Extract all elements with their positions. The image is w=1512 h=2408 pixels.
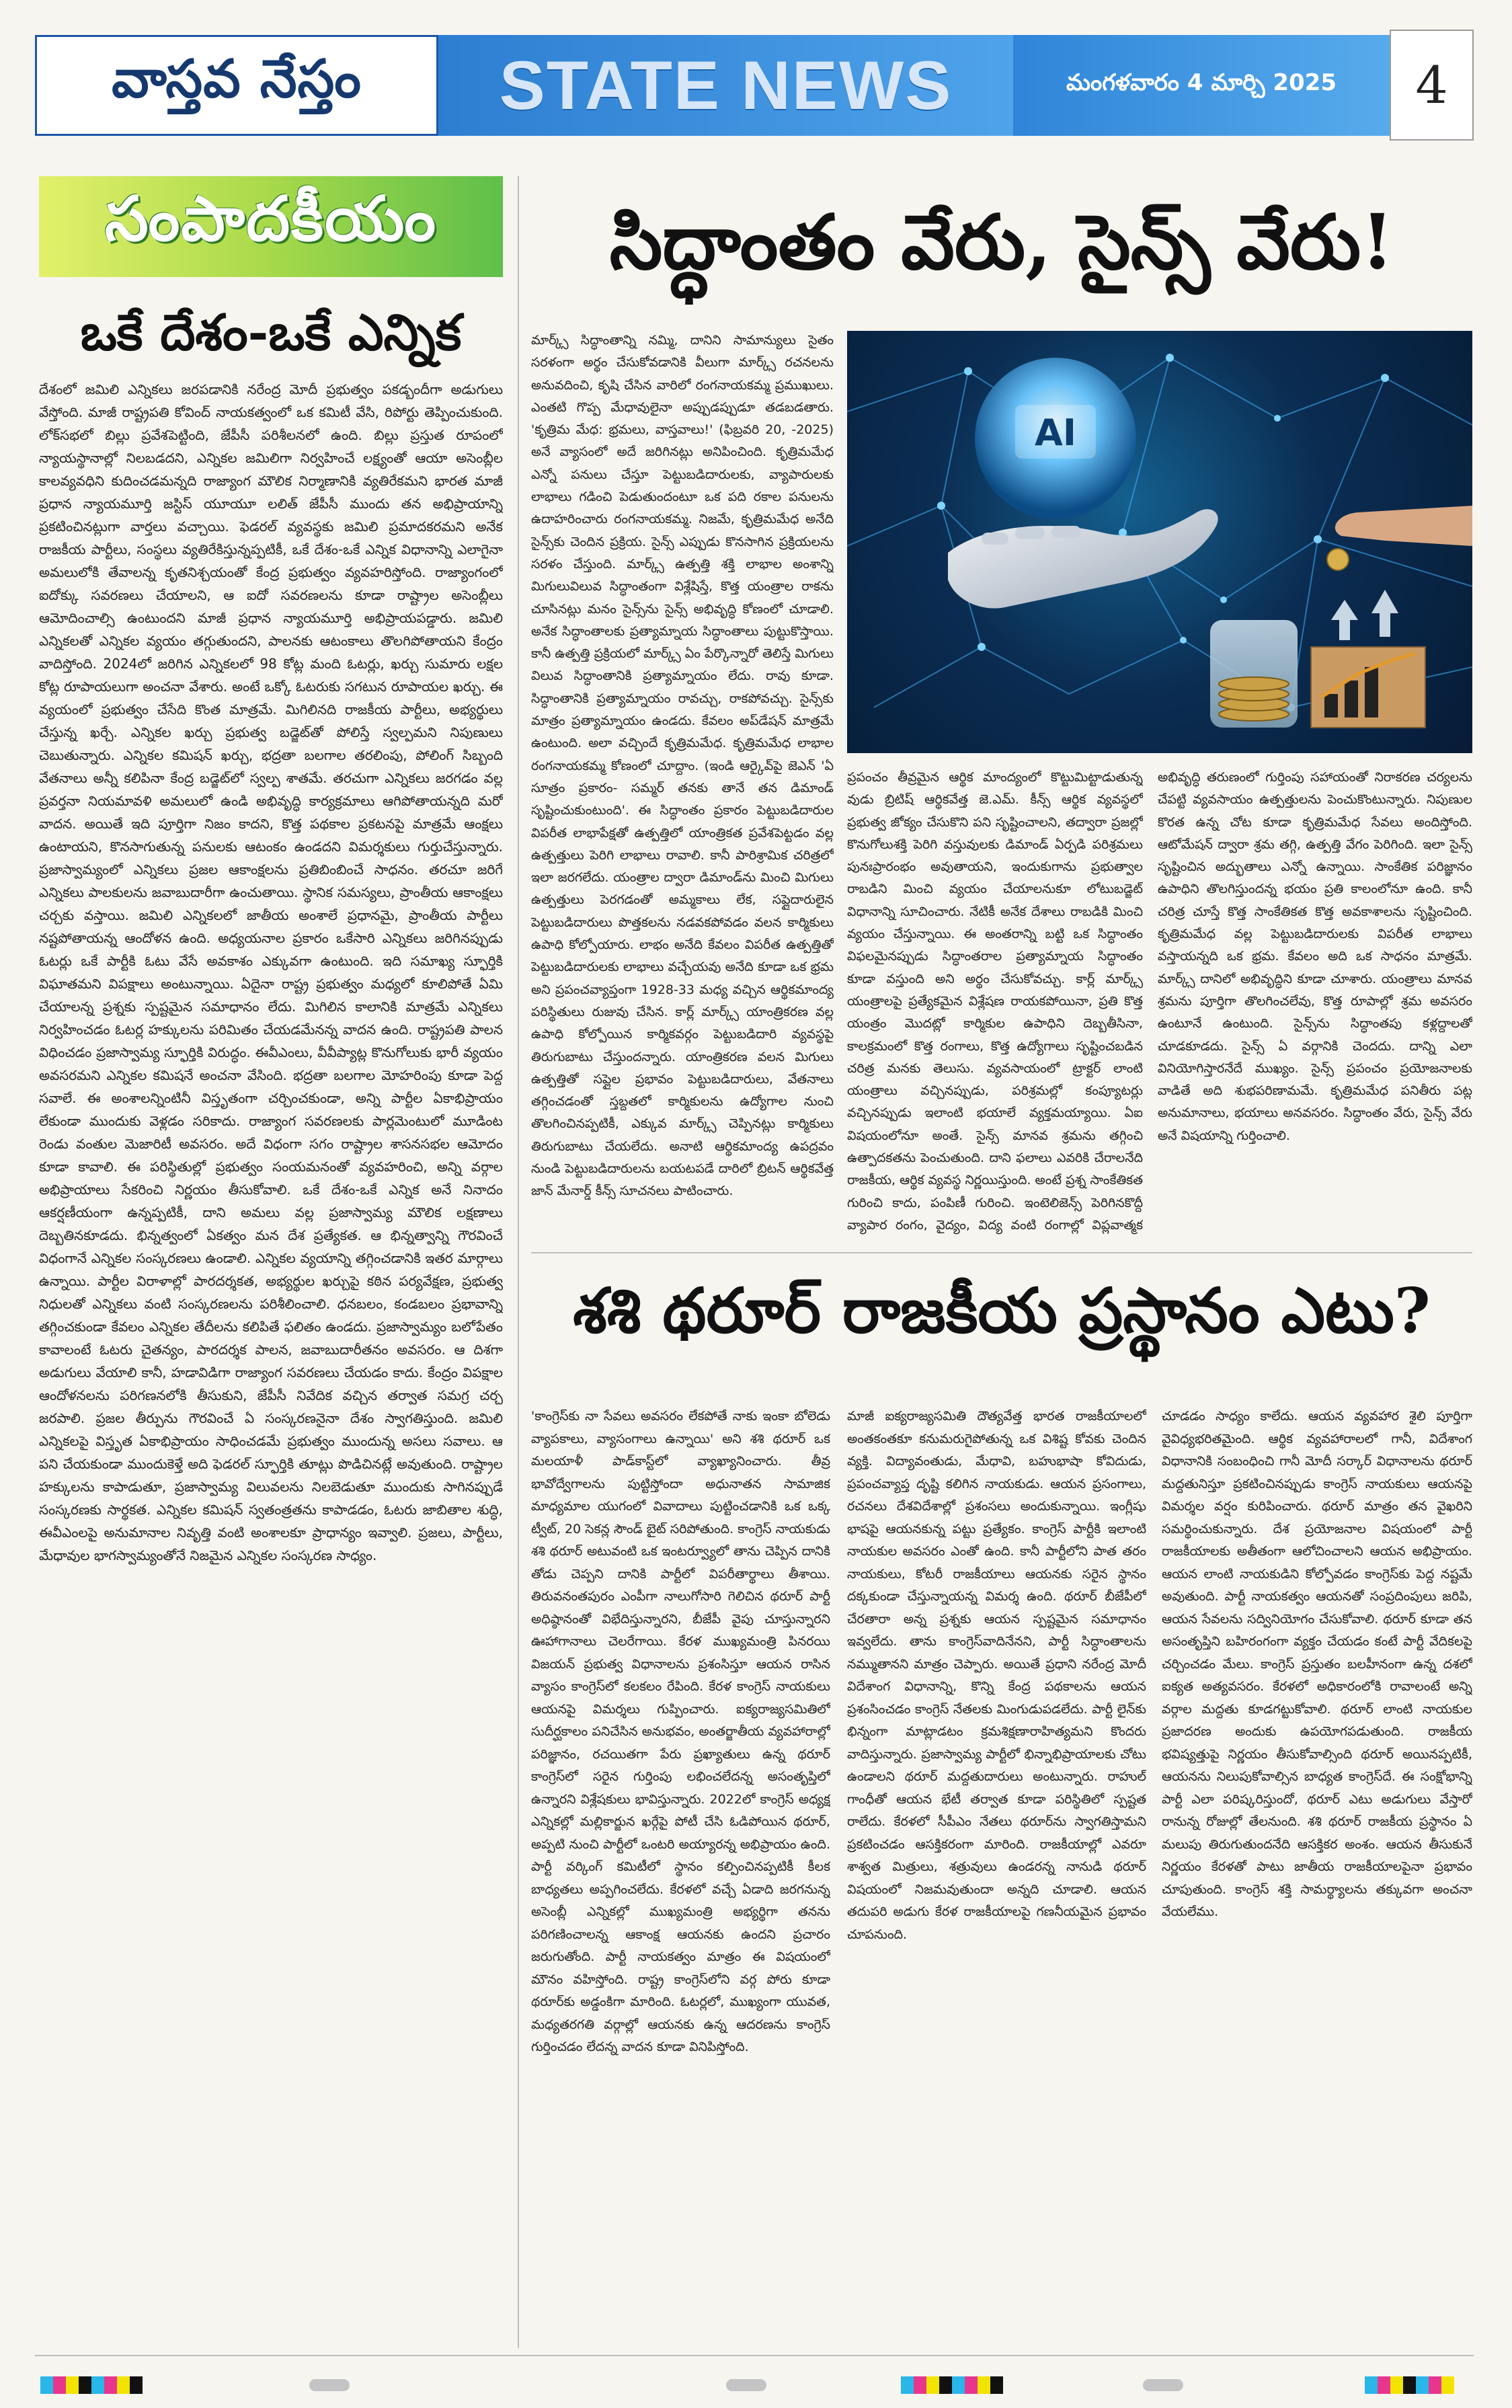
article1-column-3: అభివృద్ధి తరుణంలో గుర్తింపు సహాయంతో నిరాకరణ చర్యలను చేపట్టి వ్యవసాయం ఉత్పత్తులను పెంచుకొంటున్నారు. నిపుణుల కొరత ఉన్న చోట కూడా కృత్రిమమేధ సేవలు అందిస్తోంది. ఆటోమేషన్ ద్వారా శ్రమ తగ్గి, ఉత్పత్తి వేగం పెరిగింది. ఇలా సైన్స్ సృష్టించిన అద్భుతాలు ఎన్నో ఉన్నాయి. సాంకేతిక పరిజ్ఞానం ఉపాధిని తొలగిస్తుందన్న భయం ప్రతి కాలంలోనూ ఉంది. కానీ చరిత్ర చూస్తే కొత్త సాంకేతికత కొత్త అవకాశాలను సృష్టించింది. కృత్రిమమేధ వల్ల పెట్టుబడిదారులకు విపరీత లాభాలు వస్తాయన్నది ఒక భ్రమ. కేవలం అది ఒక సాధనం మాత్రమే. మార్క్స్ దానిలో అభివృద్ధిని కూడా చూశారు. యంత్రాలు మానవ శ్రమను పూర్తిగా తొలగించలేవు, కొత్త రూపాల్లో శ్రమ అవసరం ఉంటూనే ఉంటుంది. సైన్స్‌ను సిద్ధాంతపు కళ్లద్దాలతో చూడకూడదు. సైన్స్ ఏ వర్గానికి చెందదు. దాన్ని ఎలా వినియోగిస్తారనేదే ముఖ్యం. సైన్స్ ప్రపంచం ప్రయోజనాలకు వాడితే అది శుభపరిణామమే. కృత్రిమమేధ పనితీరు పట్ల అనుమానాలు, భయాలు అనవసరం. సిద్ధాంతం వేరు, సైన్స్ వేరు అనే విషయాన్ని గుర్తించాలి. <box>1158 770 1472 1143</box>
page-number-box <box>1390 30 1474 141</box>
article2-column-3: చూడడం సాధ్యం కాలేదు. ఆయన వ్యవహార శైలి పూర్తిగా వైవిధ్యభరితమైంది. ఆర్థిక వ్యవహారాలలో గానీ, విదేశాంగ విధానానికి సంబంధించి గానీ మోదీ సర్కార్ విధానాలను థరూర్ మద్దతునిస్తూ ప్రకటించినప్పుడు కాంగ్రెస్ నాయకులు ఆయనపై విమర్శల వర్షం కురిపించారు. థరూర్ మాత్రం తన వైఖరిని సమర్థించుకున్నారు. దేశ ప్రయోజనాల విషయంలో పార్టీ రాజకీయాలకు అతీతంగా ఆలోచించాలని ఆయన అభిప్రాయం. ఆయన లాంటి నాయకుడిని కోల్పోవడం కాంగ్రెస్‌కు పెద్ద నష్టమే అవుతుంది. పార్టీ నాయకత్వం ఆయనతో సంప్రదింపులు జరిపి, ఆయన సేవలను సద్వినియోగం చేసుకోవాలి. థరూర్ కూడా తన అసంతృప్తిని బహిరంగంగా వ్యక్తం చేయడం కంటే పార్టీ వేదికలపై చర్చించడం మేలు. కాంగ్రెస్ ప్రస్తుతం బలహీనంగా ఉన్న దశలో ఐక్యత అత్యవసరం. కేరళలో అధికారంలోకి రావాలంటే అన్ని వర్గాల మద్దతు కూడగట్టుకోవాలి. థరూర్ లాంటి నాయకుల ప్రజాదరణ అందుకు ఉపయోగపడుతుంది. రాజకీయ భవిష్యత్తుపై నిర్ణయం తీసుకోవాల్సింది థరూర్ అయినప్పటికీ, ఆయనను నిలుపుకోవాల్సిన బాధ్యత కాంగ్రెస్‌దే. ఈ సంక్షోభాన్ని పార్టీ ఎలా పరిష్కరిస్తుందో, థరూర్ ఎటు అడుగులు వేస్తారో రానున్న రోజుల్లో తేలనుంది. శశి థరూర్ రాజకీయ ప్రస్థానం ఏ మలుపు తిరుగుతుందనేది ఆసక్తికర అంశం. ఆయన తీసుకునే నిర్ణయం కేరళతో పాటు జాతీయ రాజకీయాలపైనా ప్రభావం చూపుతుంది. కాంగ్రెస్ శక్తి సామర్థ్యాలను తక్కువగా అంచనా వేయలేము. <box>1162 1409 1472 1919</box>
editorial-banner <box>39 176 503 277</box>
registration-pill <box>1143 2379 1183 2391</box>
date-banner <box>1013 35 1390 136</box>
column-divider <box>518 176 519 2348</box>
ai-illustration <box>847 331 1472 753</box>
article2-headline: శశి థరూర్ రాజకీయ ప్రస్థానం ఎటు? <box>573 1274 1431 1347</box>
masthead <box>35 35 1474 136</box>
page-number: 4 <box>1415 55 1448 115</box>
article1-column-1: మార్క్స్ సిద్ధాంతాన్ని నమ్మి, దానిని సామాన్యులు సైతం సరళంగా అర్థం చేసుకోవడానికి వీలుగా మార్క్స్ రచనలను అనువదించి, కృషి చేసిన వారిలో రంగనాయకమ్మ ప్రముఖులు. ఎంతటి గొప్ప మేధావులైనా అప్పుడప్పుడూ తడబడతారు. 'కృత్రిమ మేధ: భ్రమలు, వాస్తవాలు!' (ఫిబ్రవరి 20, -2025) అనే వ్యాసంలో అదే జరిగినట్లు అనిపించింది. కృత్రిమమేధ ఎన్నో పనులు చేస్తూ పెట్టుబడిదారులకు, వ్యాపారులకు లాభాలు గడించి పెడుతుందంటూ ఒక పది రకాల పనులను ఉదాహరించారు రంగనాయకమ్మ. నిజమే, కృత్రిమమేధ అనేది సైన్స్‌కు చెందిన ప్రక్రియ. సైన్స్ ఎప్పుడు కొనసాగిన ప్రక్రియలను సరళం చేస్తుంది. మార్క్స్ ఉత్పత్తి శక్తి లాభాల అంశాన్ని మిగులువిలువ సిద్ధాంతంగా విశ్లేషిస్తే, కొత్త యంత్రాల రాకను చూసినట్లు మనం సైన్స్‌ను సైన్స్ అభివృద్ధి కోణంలో చూడాలి. అనేక సిద్ధాంతాలకు ప్రత్యామ్నాయ సిద్ధాంతాలు పుట్టుకొస్తాయి. కానీ ఉత్పత్తి ప్రక్రియలో మార్క్స్ ఏం పేర్కొన్నారో తెలిస్తే మిగులు విలువ సిద్ధాంతానికి ప్రత్యామ్నాయం లేదు. రావు కూడా. సిద్ధాంతానికి ప్రత్యామ్నాయం రావచ్చు, రాకపోవచ్చు. సైన్స్‌కు మాత్రం ప్రత్యామ్నాయం ఉండదు. కేవలం అప్‌డేషన్ మాత్రమే ఉంటుంది. అలా వచ్చిందే కృత్రిమమేధ. కృత్రిమమేధ లాభాల రంగనాయకమ్మ కోణంలో చూద్దాం. (ఇండి ఆర్కైవ్‌పై జెఎన్ 'ఏ సూత్రం ప్రకారం- సమ్మర్ తనకు తానే తన డిమాండ్ సృష్టించుకుంటుంది'. ఈ సిద్ధాంతం ప్రకారం పెట్టుబడిదారుల విపరీత లాభాపేక్షతో ఉత్పత్తిలో యాంత్రికత ప్రవేశపెట్టడం వల్ల ఉత్పత్తులు పెరిగి లాభాలు రావాలి. కానీ పారిశ్రామిక చరిత్రలో ఇలా జరగలేదు. యంత్రాల ద్వారా డిమాండ్‌ను మించి మిగులు ఉత్పత్తులు పెరగడంతో అమ్మకాలు లేక, సప్లైదారులైన పెట్టుబడిదారులు పొత్తకలను నడవకపోవడం వలన కార్మికులు ఉపాధి కోల్పోయారు. లాభం అనేది కేవలం విపరీత ఉత్పత్తితో పెట్టుబడిదారులకు లాభాలు వచ్చేయవు అనేది కూడా ఒక భ్రమ అని ప్రపంచవ్యాప్తంగా 1928-33 మధ్య వచ్చిన ఆర్థికమాంద్య పరిస్థితులు రుజువు చేసిన. కార్ల్ మార్క్స్ యాంత్రికరణ వల్ల ఉపాధి కోల్పోయిన కార్మికవర్గం పెట్టుబడిదారి వ్యవస్థపై తిరుగుబాటు చేస్తుందన్నారు. యాంత్రికరణ వలన మిగులు ఉత్పత్తితో సప్లైల ప్రభావం పెట్టుబడిదారులు, వేతనాలు తగ్గించడంతో స్తబ్దతలో కార్మికులను ఉద్యోగాల నుంచి తొలగించినప్పటికీ, ఎక్కువ మార్క్స్ చెప్పినట్లు కార్మికులు తిరుగుబాటు చేయలేదు. అనాటి ఆర్థికమాంద్య ఉపద్రవం నుండి పెట్టుబడిదారులను బయటపడే దారిలో బ్రిటన్ ఆర్థికవేత్త జాన్ మేనార్డ్ కీన్స్ సూచనలు పాటించారు. <box>531 333 834 1199</box>
editorial-body: దేశంలో జమిలి ఎన్నికలు జరపడానికి నరేంద్ర మోదీ ప్రభుత్వం పకడ్బందీగా అడుగులు వేస్తోంది. మాజీ రాష్ట్రపతి కోవింద్ నాయకత్వంలో ఒక కమిటీ వేసి, రిపోర్టు తెప్పించుకుంది. లోక్‌సభలో బిల్లు ప్రవేశపెట్టింది, జేపీసీ పరిశీలనలో ఉంది. బిల్లు ప్రస్తుత రూపంలో న్యాయస్థానాల్లో నిలబడదని, ఎన్నికల జమిలిగా నిర్వహించే లక్ష్యంతో ఆయా అసెంబ్లీల కాలవ్యవధిని కుదించడమన్నది రాజ్యాంగ మౌలిక నిర్మాణానికి వ్యతిరేకమని భారత మాజీ ప్రధాన న్యాయమూర్తి జస్టిస్ యూయూ లలిత్ జేపీసీ ముందు తన అభిప్రాయాన్ని ప్రకటించినట్లుగా వార్తలు వచ్చాయి. ఫెడరల్ వ్యవస్థకు జమిలి ప్రమాదకరమని అనేక రాజకీయ పార్టీలు, సంస్థలు వ్యతిరేకిస్తున్నప్పటికీ, ఒకే దేశం-ఒకే ఎన్నిక విధానాన్ని ఎలాగైనా అమలులోకి తేవాలన్న కృతనిశ్చయంతో కేంద్ర ప్రభుత్వం వ్యవహరిస్తోంది. రాజ్యాంగంలో ఐదోక్కు సవరణలు చేయాలని, ఆ ఐదో సవరణలను కూడా రాష్ట్రాల అసెంబ్లీలు ఆమోదించాల్సి ఉంటుందని మాజీ ప్రధాన న్యాయమూర్తి అభిప్రాయపడ్డారు. జమిలి ఎన్నికలతో ఎన్నికల వ్యయం తగ్గుతుందని, పాలనకు ఆటంకాలు తొలగిపోతాయని కేంద్రం వాదిస్తోంది. 2024లో జరిగిన ఎన్నికలలో 98 కోట్ల మంది ఓటర్లు, ఖర్చు సుమారు లక్షల కోట్ల రూపాయలుగా అంచనా వేశారు. అంటే ఒక్కో ఓటరుకు సగటున రూపాయల ఖర్చు. ఈ వ్యయంలో ప్రభుత్వం చేసేది కొంత మాత్రమే. మిగిలినది రాజకీయ పార్టీలు, అభ్యర్థులు చేస్తున్న ఖర్చే. ఎన్నికల ఖర్చు ప్రభుత్వ బడ్జెట్‌తో పోలిస్తే స్వల్పమని నిపుణులు చెబుతున్నారు. ఎన్నికల కమిషన్ ఖర్చు, భద్రతా బలగాల తరలింపు, పోలింగ్ సిబ్బంది వేతనాలు అన్నీ కలిపినా కేంద్ర బడ్జెట్‌లో స్వల్ప శాతమే. తరచుగా ఎన్నికలు జరగడం వల్ల ప్రవర్తనా నియమావళి అమలులో ఉండి అభివృద్ధి కార్యక్రమాలు ఆగిపోతాయన్నది మరో వాదన. అయితే ఇది పూర్తిగా నిజం కాదని, కొత్త పథకాల ప్రకటనపై మాత్రమే ఆంక్షలు ఉంటాయని, కొనసాగుతున్న పనులకు ఆటంకం ఉండదని విమర్శకులు గుర్తుచేస్తున్నారు. ప్రజాస్వామ్యంలో ఎన్నికలు ప్రజల ఆకాంక్షలను ప్రతిబింబించే సాధనం. తరచూ జరిగే ఎన్నికలు పాలకులను జవాబుదారీగా ఉంచుతాయి. స్థానిక సమస్యలు, ప్రాంతీయ ఆకాంక్షలు చర్చకు వస్తాయి. జమిలి ఎన్నికలలో జాతీయ అంశాలే ప్రధానమై, ప్రాంతీయ పార్టీలు నష్టపోతాయన్న ఆందోళన ఉంది. అధ్యయనాల ప్రకారం ఒకేసారి ఎన్నికలు జరిగినప్పుడు ఓటర్లు ఒకే పార్టీకి ఓటు వేసే అవకాశం ఎక్కువగా ఉంటుంది. ఇది సమాఖ్య స్ఫూర్తికి విఘాతమని విపక్షాలు అంటున్నాయి. ఏదైనా రాష్ట్ర ప్రభుత్వం మధ్యలో కూలిపోతే ఏమి చేయాలన్న ప్రశ్నకు స్పష్టమైన సమాధానం లేదు. మిగిలిన కాలానికి మాత్రమే ఎన్నికలు నిర్వహించడం ఓటర్ల హక్కులను పరిమితం చేయడమేనన్న వాదన ఉంది. రాష్ట్రపతి పాలన విధించడం ప్రజాస్వామ్య స్ఫూర్తికి విరుద్ధం. ఈవీఎంలు, వీవీప్యాట్ల కొనుగోలుకు భారీ వ్యయం అవసరమని ఎన్నికల కమిషనే అంచనా వేసింది. భద్రతా బలగాల మోహరింపు కూడా పెద్ద సవాలే. ఈ అంశాలన్నింటినీ విస్తృతంగా చర్చించకుండా, అన్ని పార్టీల ఏకాభిప్రాయం లేకుండా ముందుకు వెళ్లడం సరికాదు. రాజ్యాంగ సవరణలకు పార్లమెంటులో మూడింట రెండు వంతుల మెజారిటీ అవసరం. అదే విధంగా సగం రాష్ట్రాల శాసనసభల ఆమోదం కూడా కావాలి. ఈ పరిస్థితుల్లో ప్రభుత్వం సంయమనంతో వ్యవహరించి, అన్ని వర్గాల అభిప్రాయాలు సేకరించి నిర్ణయం తీసుకోవాలి. ఒకే దేశం-ఒకే ఎన్నిక అనే నినాదం ఆకర్షణీయంగా ఉన్నప్పటికీ, దాని అమలు వల్ల ప్రజాస్వామ్య మౌలిక లక్షణాలు దెబ్బతినకూడదు. భిన్నత్వంలో ఏకత్వం మన దేశ ప్రత్యేకత. ఆ భిన్నత్వాన్ని గౌరవించే విధంగానే ఎన్నికల సంస్కరణలు ఉండాలి. ఎన్నికల వ్యయాన్ని తగ్గించడానికి ఇతర మార్గాలు ఉన్నాయి. పార్టీల విరాళాల్లో పారదర్శకత, అభ్యర్థుల ఖర్చుపై కఠిన పర్యవేక్షణ, ప్రభుత్వ నిధులతో ఎన్నికలు వంటి సంస్కరణలను పరిశీలించాలి. ధనబలం, కండబలం ప్రభావాన్ని తగ్గించకుండా కేవలం ఎన్నికల తేదీలను కలిపితే ఫలితం ఉండదు. ప్రజాస్వామ్యం బలోపేతం కావాలంటే ఓటరు చైతన్యం, పారదర్శక పాలన, జవాబుదారీతనం అవసరం. ఆ దిశగా అడుగులు వేయాలి కానీ, హడావిడిగా రాజ్యాంగ సవరణలు చేయడం కాదు. కేంద్రం విపక్షాల ఆందోళనలను పరిగణనలోకి తీసుకుని, జేపీసీ నివేదిక వచ్చిన తర్వాత సమగ్ర చర్చ జరపాలి. ప్రజల తీర్పును గౌరవించే ఏ సంస్కరణనైనా దేశం స్వాగతిస్తుంది. జమిలి ఎన్నికలపై విస్తృత ఏకాభిప్రాయం సాధించడమే ప్రభుత్వం ముందున్న అసలు సవాలు. ఆ పని చేయకుండా ముందుకెళ్తే అది ఫెడరల్ స్ఫూర్తికి తూట్లు పొడిచినట్లే అవుతుంది. రాష్ట్రాల హక్కులను కాపాడుతూ, ప్రజాస్వామ్య విలువలను నిలబెడుతూ ముందుకు సాగినప్పుడే సంస్కరణకు సార్థకత. ఎన్నికల కమిషన్ స్వతంత్రతను కాపాడడం, ఓటరు జాబితాల శుద్ధి, ఈవీఎంలపై అనుమానాల నివృత్తి వంటి అంశాలకూ ప్రాధాన్యం ఇవ్వాలి. ప్రజలు, పార్టీలు, మేధావుల భాగస్వామ్యంతోనే నిజమైన ఎన్నికల సంస్కరణ సాధ్యం. <box>39 381 503 1563</box>
logo-text: వాస్తవ నేస్తం <box>112 48 362 110</box>
svg-text:AI: AI <box>1035 412 1076 454</box>
editorial-column <box>39 176 503 2355</box>
article1-headline: సిద్ధాంతం వేరు, సైన్స్ వేరు! <box>609 198 1394 286</box>
article2-column-1: 'కాంగ్రెస్‌కు నా సేవలు అవసరం లేకపోతే నాకు ఇంకా బోలెడు వ్యాపకాలు, వ్యాసంగాలు ఉన్నాయి' అని శశి థరూర్ ఒక మలయాళీ పాడ్‌కాస్ట్‌లో వ్యాఖ్యానించారు. తీవ్ర భావోద్వేగాలను పుట్టిస్తోందా అధునాతన సామాజిక మాధ్యమాల యుగంలో వివాదాలు పుట్టించడానికి ఒక ఒక్క ట్వీట్, 20 సెకన్ల సౌండ్ బైట్ సరిపోతుంది. కాంగ్రెస్ నాయకుడు శశి థరూర్ అటువంటి ఒక ఇంటర్వ్యూలో తాను చెప్పిన దానికి తోడు చెప్పని దానికి పార్టీలో విపరీతార్థాలు తీశాయి. తిరువనంతపురం ఎంపీగా నాలుగోసారి గెలిచిన థరూర్ పార్టీ అధిష్ఠానంతో విభేదిస్తున్నారని, బీజేపీ వైపు చూస్తున్నారని ఊహాగానాలు చెలరేగాయి. కేరళ ముఖ్యమంత్రి పినరయి విజయన్ ప్రభుత్వ విధానాలను ప్రశంసిస్తూ ఆయన రాసిన వ్యాసం కాంగ్రెస్‌లో కలకలం రేపింది. కేరళ కాంగ్రెస్ నాయకులు ఆయనపై విమర్శలు గుప్పించారు. ఐక్యరాజ్యసమితిలో సుదీర్ఘకాలం పనిచేసిన అనుభవం, అంతర్జాతీయ వ్యవహారాల్లో పరిజ్ఞానం, రచయితగా పేరు ప్రఖ్యాతులు ఉన్న థరూర్ కాంగ్రెస్‌లో సరైన గుర్తింపు లభించలేదన్న అసంతృప్తిలో ఉన్నారని విశ్లేషకులు భావిస్తున్నారు. 2022లో కాంగ్రెస్ అధ్యక్ష ఎన్నికల్లో మల్లికార్జున ఖర్గేపై పోటీ చేసి ఓడిపోయిన థరూర్, అప్పటి నుంచి పార్టీలో ఒంటరి అయ్యారన్న అభిప్రాయం ఉంది. పార్టీ వర్కింగ్ కమిటీలో స్థానం కల్పించినప్పటికీ కీలక బాధ్యతలు అప్పగించలేదు. కేరళలో వచ్చే ఏడాది జరగనున్న అసెంబ్లీ ఎన్నికల్లో ముఖ్యమంత్రి అభ్యర్థిగా తనను పరిగణించాలన్న ఆకాంక్ష ఆయనకు ఉందని ప్రచారం జరుగుతోంది. పార్టీ నాయకత్వం మాత్రం ఈ విషయంలో మౌనం వహిస్తోంది. రాష్ట్ర కాంగ్రెస్‌లోని వర్గ పోరు కూడా థరూర్‌కు అడ్డంకిగా మారింది. ఓటర్లలో, ముఖ్యంగా యువత, మధ్యతరగతి వర్గాల్లో ఆయనకు ఉన్న ఆదరణను కాంగ్రెస్ గుర్తించడం లేదన్న వాదన కూడా వినిపిస్తోంది. <box>531 1409 830 2054</box>
registration-marks-left <box>40 2376 143 2394</box>
article2-column-2: మాజీ ఐక్యరాజ్యసమితి దౌత్యవేత్త భారత రాజకీయాలలో అంతకంతకూ కనుమరుగైపోతున్న ఒక విశిష్ట కోవకు చెందిన వ్యక్తి. విద్యావంతుడు, మేధావి, బహుభాషా కోవిదుడు, ప్రపంచవ్యాప్త దృష్టి కలిగిన నాయకుడు. ఆయన ప్రసంగాలు, రచనలు దేశవిదేశాల్లో ప్రశంసలు అందుకున్నాయి. ఇంగ్లీషు భాషపై ఆయనకున్న పట్టు ప్రత్యేకం. కాంగ్రెస్ పార్టీకి ఇలాంటి నాయకుల అవసరం ఎంతో ఉంది. కానీ పార్టీలోని పాత తరం నాయకులు, కోటరీ రాజకీయాలు ఆయనకు సరైన స్థానం దక్కకుండా చేస్తున్నాయన్న విమర్శ ఉంది. థరూర్ బీజేపీలో చేరతారా అన్న ప్రశ్నకు ఆయన స్పష్టమైన సమాధానం ఇవ్వలేదు. తాను కాంగ్రెస్‌వాదినేనని, పార్టీ సిద్ధాంతాలను నమ్ముతానని మాత్రం చెప్పారు. అయితే ప్రధాని నరేంద్ర మోదీ విదేశాంగ విధానాన్ని, కొన్ని కేంద్ర పథకాలను ఆయన ప్రశంసించడం కాంగ్రెస్ నేతలకు మింగుడుపడలేదు. పార్టీ లైన్‌కు భిన్నంగా మాట్లాడటం క్రమశిక్షణారాహిత్యమని కొందరు వాదిస్తున్నారు. ప్రజాస్వామ్య పార్టీలో భిన్నాభిప్రాయాలకు చోటు ఉండాలని థరూర్ మద్దతుదారులు అంటున్నారు. రాహుల్ గాంధీతో ఆయన భేటీ తర్వాత కూడా పరిస్థితిలో స్పష్టత రాలేదు. కేరళలో సీపీఎం నేతలు థరూర్‌ను స్వాగతిస్తామని ప్రకటించడం ఆసక్తికరంగా మారింది. రాజకీయాల్లో ఎవరూ శాశ్వత మిత్రులు, శత్రువులు ఉండరన్న నానుడి థరూర్ విషయంలో నిజమవుతుందా అన్నది చూడాలి. ఆయన తదుపరి అడుగు కేరళ రాజకీయాలపై గణనీయమైన ప్రభావం చూపనుంది. <box>847 1409 1146 1942</box>
registration-marks-right <box>1365 2376 1454 2394</box>
section-divider <box>531 1252 1472 1253</box>
registration-marks-center <box>901 2376 1003 2394</box>
article1-column-2: ప్రపంచం తీవ్రమైన ఆర్థిక మాంద్యంలో కొట్టుమిట్టాడుతున్న వుడు బ్రిటిష్ ఆర్థికవేత్త జె.ఎమ్. కీన్స్ ఆర్థిక వ్యవస్థలో ప్రభుత్వ జోక్యం చేసుకొని పని సృష్టించాలని, తద్వారా ప్రజల్లో కొనుగోలుశక్తి పెరిగి వస్తువులకు డిమాండ్ ఏర్పడి పరిశ్రమలు పునఃప్రారంభం అవుతాయని, ఇందుకుగాను ప్రభుత్వాల రాబడిని మించి వ్యయం చేయాలనుకూ లోటుబడ్జెట్ విధానాన్ని సూచించారు. నేటికీ అనేక దేశాలు రాబడికి మించి వ్యయం చేస్తున్నాయి. ఈ అంతరాన్ని బట్టి ఒక సిద్ధాంతం విఫలమైనప్పుడు సిద్ధాంతరాల ప్రత్యామ్నాయ సిద్ధాంతం కూడా వస్తుంది అని అర్థం చేసుకోవచ్చు. కార్ల్ మార్క్స్ యంత్రాలపై ప్రత్యేకమైన విశ్లేషణ రాయకపోయినా, ప్రతి కొత్త యంత్రం మొదట్లో కార్మికుల ఉపాధిని దెబ్బతీసినా, కాలక్రమంలో కొత్త రంగాలు, కొత్త ఉద్యోగాలు సృష్టించబడిన చరిత్ర మనకు తెలుసు. వ్యవసాయంలో ట్రాక్టర్ లాంటి యంత్రాలు వచ్చినప్పుడు, పరిశ్రమల్లో కంప్యూటర్లు వచ్చినప్పుడు ఇలాంటి భయాలే వ్యక్తమయ్యాయి. ఏఐ విషయంలోనూ అంతే. సైన్స్ మానవ శ్రమను తగ్గించి ఉత్పాదకతను పెంచుతుంది. దాని ఫలాలు ఎవరికి చేరాలనేది రాజకీయ, ఆర్థిక వ్యవస్థ నిర్ణయిస్తుంది. అంటే ప్రశ్న సాంకేతికత గురించి కాదు, పంపిణీ గురించి. ఇంటెలిజెన్స్ పెరిగినకొద్దీ వ్యాపార రంగం, వైద్యం, విద్య వంటి రంగాల్లో విప్లవాత్మక <box>847 770 1143 1233</box>
newspaper-logo[interactable] <box>35 35 438 136</box>
editorial-headline: ఒకే దేశం-ఒకే ఎన్నిక <box>80 304 462 362</box>
article1-image <box>847 331 1472 753</box>
footer-rule <box>35 2355 1474 2356</box>
section-banner <box>438 35 1013 136</box>
editorial-banner-text: సంపాదకీయం <box>104 183 437 255</box>
section-title: STATE NEWS <box>499 46 953 124</box>
registration-pill <box>309 2379 350 2391</box>
issue-date: మంగళవారం 4 మార్చి 2025 <box>1066 69 1337 96</box>
registration-pill <box>726 2379 766 2391</box>
